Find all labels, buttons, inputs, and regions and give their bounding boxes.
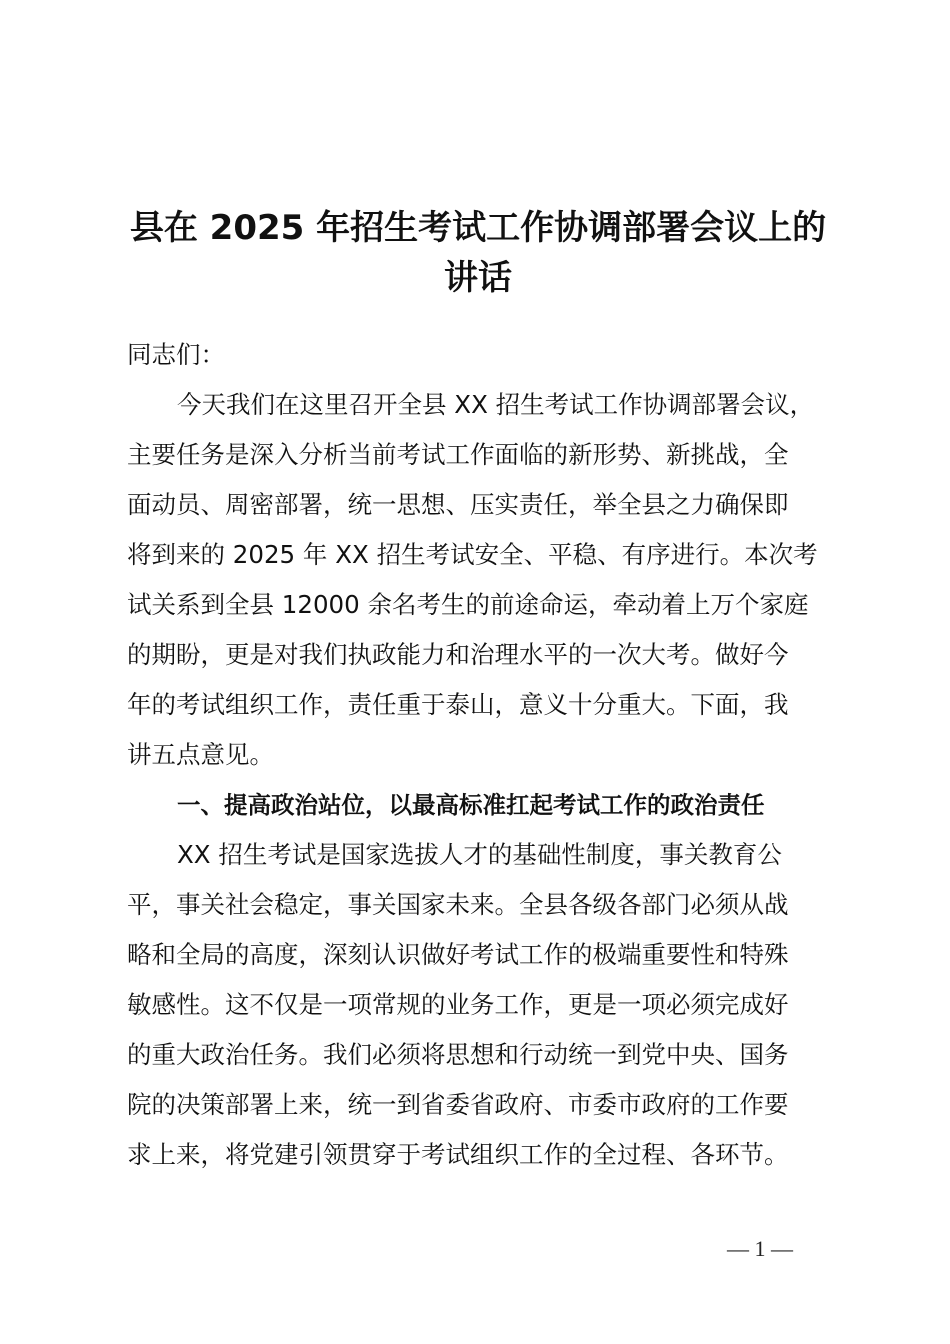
text-line: 讲五点意见。 <box>127 740 274 769</box>
page-number: — 1 — <box>727 1236 793 1261</box>
paragraph-section-1 <box>127 830 837 1180</box>
text-line: 略和全局的高度，深刻认识做好考试工作的极端重要性和特殊 <box>127 940 789 969</box>
text-line: 的重大政治任务。我们必须将思想和行动统一到党中央、国务 <box>127 1040 789 1069</box>
text-line: 平，事关社会稳定，事关国家未来。全县各级各部门必须从战 <box>127 890 789 919</box>
text-line: 年的考试组织工作，责任重于泰山，意义十分重大。下面，我 <box>127 690 789 719</box>
document-body <box>127 330 837 1180</box>
text-line: 面动员、周密部署，统一思想、压实责任，举全县之力确保即 <box>127 490 789 519</box>
text-line: 院的决策部署上来，统一到省委省政府、市委市政府的工作要 <box>127 1090 789 1119</box>
title-line-2: 讲话 <box>444 257 512 298</box>
text-line: 主要任务是深入分析当前考试工作面临的新形势、新挑战，全 <box>127 440 789 469</box>
title-line-1: 县在 2025 年招生考试工作协调部署会议上的 <box>129 207 827 248</box>
text-line: 将到来的 2025 年 XX 招生考试安全、平稳、有序进行。本次考 <box>127 540 818 569</box>
text-line: 今天我们在这里召开全县 XX 招生考试工作协调部署会议， <box>177 390 815 419</box>
text-line: 求上来，将党建引领贯穿于考试组织工作的全过程、各环节。 <box>127 1140 789 1169</box>
text-line: 敏感性。这不仅是一项常规的业务工作，更是一项必须完成好 <box>127 990 789 1019</box>
document-title <box>120 203 836 303</box>
text-line: 的期盼，更是对我们执政能力和治理水平的一次大考。做好今 <box>127 640 789 669</box>
section-heading: 一、提高政治站位，以最高标准扛起考试工作的政治责任 <box>177 791 765 819</box>
text-line: 试关系到全县 12000 余名考生的前途命运，牵动着上万个家庭 <box>127 590 809 619</box>
salutation: 同志们： <box>127 340 225 369</box>
paragraph-intro <box>127 380 837 780</box>
text-line: XX 招生考试是国家选拔人才的基础性制度，事关教育公 <box>177 840 782 869</box>
section-heading-1 <box>127 780 837 830</box>
